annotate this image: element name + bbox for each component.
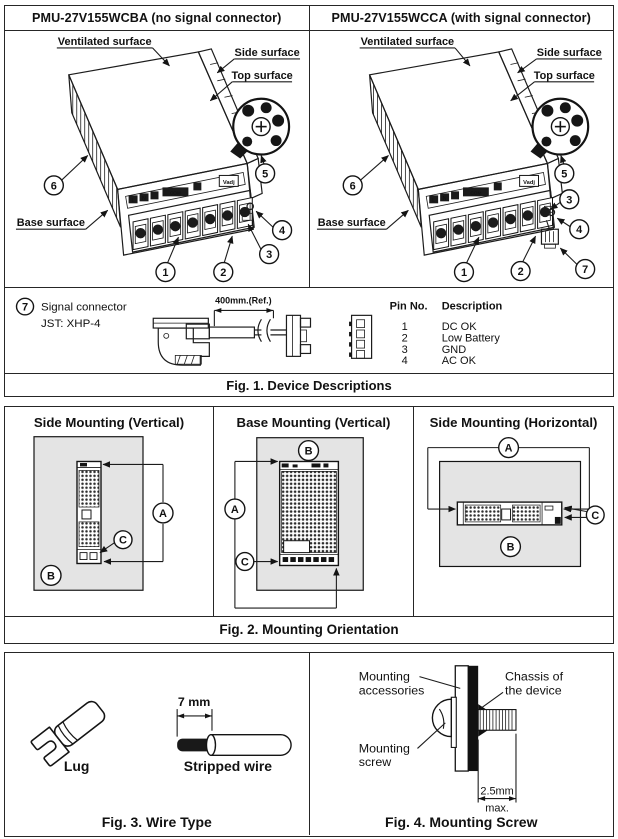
svg-text:C: C: [119, 534, 127, 547]
device-silhouette: [77, 461, 101, 563]
pin-desc: AC OK: [441, 355, 476, 368]
pin-no: 2: [401, 332, 408, 345]
pin-no: 4: [401, 355, 408, 368]
callout-5: [256, 164, 275, 183]
svg-text:2: 2: [517, 266, 524, 279]
screw-threads: [478, 710, 516, 731]
label-side-surface: Side surface: [234, 46, 300, 59]
left-face-slots: [374, 71, 418, 230]
mount-panel-title: Base Mounting (Vertical): [236, 415, 391, 430]
gap-dimension: [478, 734, 516, 815]
cable: [209, 327, 254, 338]
model-title-left: PMU-27V155WCBA (no signal connector): [32, 11, 282, 25]
device-panel-right: [309, 31, 613, 287]
mounting-accessory-plate: [455, 666, 468, 771]
detail-magnifier: [531, 99, 589, 159]
svg-text:B: B: [304, 445, 313, 458]
device-silhouette: [280, 461, 339, 565]
chassis-plate: [468, 666, 478, 771]
callout-2: [511, 262, 530, 281]
device-drawing-right: [310, 31, 613, 287]
pin-table: [390, 301, 503, 368]
marking-l: L: [432, 197, 436, 204]
svg-text:5: 5: [262, 168, 269, 181]
marking-ground-icon: [451, 191, 459, 199]
svg-text:A: A: [230, 504, 239, 516]
callout-C: [236, 553, 254, 571]
device-silhouette: [457, 502, 561, 525]
mount-drawing-side-vertical: [5, 407, 213, 616]
lug-label: Lug: [63, 758, 90, 775]
svg-text:7: 7: [582, 264, 589, 277]
fig2-panels: [5, 407, 613, 616]
device-drawing-left: [5, 31, 309, 287]
callout-C: [586, 506, 604, 524]
callout-3: [560, 190, 579, 209]
label-chassis-1: Chassis of: [504, 669, 563, 684]
callout-6: [343, 176, 362, 195]
svg-text:A: A: [504, 442, 513, 455]
label-mounting-screw-2: screw: [358, 755, 391, 770]
pin-no: 1: [401, 321, 408, 333]
cable-length-label: 400mm.(Ref.): [215, 295, 272, 306]
signal-connector-name: Signal connector: [41, 301, 127, 314]
label-chassis-2: the device: [504, 683, 562, 698]
callout-3: [260, 245, 279, 264]
mount-panel-title: Side Mounting (Horizontal): [429, 415, 598, 430]
fig3-panel: [5, 653, 309, 835]
mount-panel-base-vertical: [213, 407, 413, 616]
mount-panel-side-horizontal: [413, 407, 613, 616]
signal-connector-type: JST: XHP-4: [41, 318, 101, 331]
signal-connector-drawing: [5, 288, 613, 372]
lug-drawing: [31, 696, 110, 767]
free-end-plug: [286, 315, 310, 356]
callout-7: [576, 260, 595, 279]
fig4-caption: Fig. 4. Mounting Screw: [385, 814, 538, 830]
fig1-caption: Fig. 1. Device Descriptions: [5, 373, 613, 396]
callout-A: [153, 503, 173, 523]
wire-type-drawing: [5, 653, 309, 835]
mount-panel-side-vertical: [5, 407, 213, 616]
marking-com: COM: [470, 191, 482, 197]
svg-text:6: 6: [349, 180, 356, 193]
callout-6: [44, 176, 63, 195]
screw-assembly: [432, 666, 516, 771]
svg-text:A: A: [159, 507, 167, 520]
fig1-section: [4, 5, 614, 397]
xhp4-connector-symbol: [349, 315, 372, 358]
stripped-wire-drawing: [177, 735, 291, 756]
callout-7-note: [17, 298, 34, 315]
svg-text:4: 4: [279, 225, 286, 238]
label-mounting-accessories-2: accessories: [358, 683, 424, 698]
label-ventilated-surface: Ventilated surface: [360, 35, 455, 48]
callout-4: [273, 221, 292, 240]
pin-col-header: Pin No.: [389, 300, 428, 313]
fig1-device-panels: [5, 31, 613, 287]
svg-text:C: C: [591, 509, 600, 522]
svg-text:B: B: [47, 570, 55, 583]
label-mounting-accessories-1: Mounting: [358, 669, 410, 684]
fig4-panel: [309, 653, 614, 835]
marking-minus-icon: [494, 182, 502, 190]
plugged-connector: [186, 324, 209, 339]
svg-text:B: B: [506, 541, 515, 554]
mount-drawing-side-horizontal: [414, 407, 613, 616]
label-ventilated-surface: Ventilated surface: [57, 35, 152, 48]
callout-C: [114, 531, 132, 549]
model-title-right: PMU-27V155WCCA (with signal connector): [309, 6, 614, 30]
pin-desc: Low Battery: [441, 332, 500, 345]
strip-dimension: [177, 695, 212, 736]
label-base-surface: Base surface: [16, 217, 85, 230]
strip-length-label: 7 mm: [177, 695, 211, 710]
label-side-surface: Side surface: [536, 46, 602, 59]
fig34-section: [4, 652, 614, 837]
desc-col-header: Description: [441, 300, 503, 313]
mount-drawing-base-vertical: [214, 407, 413, 616]
callout-1: [455, 263, 474, 282]
marking-l: L: [131, 197, 135, 204]
svg-text:3: 3: [566, 194, 573, 207]
stripped-wire-label: Stripped wire: [183, 758, 272, 775]
signal-connector-row: [5, 287, 613, 373]
fig2-caption: Fig. 2. Mounting Orientation: [5, 616, 613, 641]
marking-vadj: Vadj: [222, 179, 235, 186]
callout-A: [499, 438, 519, 458]
label-top-surface: Top surface: [231, 69, 293, 82]
svg-text:4: 4: [576, 224, 583, 237]
label-mounting-screw-1: Mounting: [358, 741, 410, 756]
svg-text:6: 6: [50, 180, 57, 193]
svg-text:5: 5: [561, 168, 568, 181]
callout-5: [555, 164, 574, 183]
pin-desc: GND: [441, 344, 467, 356]
mount-panel-title: Side Mounting (Vertical): [33, 415, 185, 430]
psu-corner-with-cable: [153, 315, 310, 365]
callout-B: [41, 565, 61, 585]
svg-text:1: 1: [162, 267, 169, 280]
detail-magnifier: [230, 99, 289, 159]
callout-2: [214, 263, 233, 282]
svg-text:1: 1: [460, 267, 468, 280]
marking-minus-icon: [193, 182, 201, 190]
device-panel-left: [5, 31, 309, 287]
left-face-slots: [73, 71, 117, 230]
insulation: [211, 735, 291, 756]
mounting-screw-drawing: [310, 653, 614, 835]
screw-head: [432, 699, 451, 736]
pin-no: 3: [401, 344, 408, 356]
callout-1: [156, 263, 175, 282]
callout-B: [501, 537, 521, 557]
pin-desc: DC OK: [441, 321, 477, 333]
label-top-surface: Top surface: [533, 69, 595, 82]
svg-text:2: 2: [220, 267, 227, 280]
marking-com: COM: [169, 191, 182, 197]
label-base-surface: Base surface: [317, 217, 386, 230]
gap-value: 2.5mm: [479, 785, 514, 798]
cable-dimension: [214, 296, 273, 326]
callout-4: [570, 220, 589, 239]
marking-ground-icon: [151, 191, 159, 199]
gap-max-label: max.: [484, 802, 509, 815]
svg-text:7: 7: [21, 301, 29, 314]
marking-n: N: [442, 195, 447, 202]
svg-text:C: C: [240, 556, 249, 569]
callout-A: [225, 499, 245, 519]
fig2-section: [4, 406, 614, 644]
fig3-caption: Fig. 3. Wire Type: [101, 814, 212, 830]
marking-vadj: Vadj: [523, 179, 535, 186]
marking-n: N: [142, 195, 147, 202]
callout-B: [299, 441, 319, 461]
svg-text:3: 3: [266, 249, 273, 262]
fig1-model-header: [5, 6, 613, 31]
